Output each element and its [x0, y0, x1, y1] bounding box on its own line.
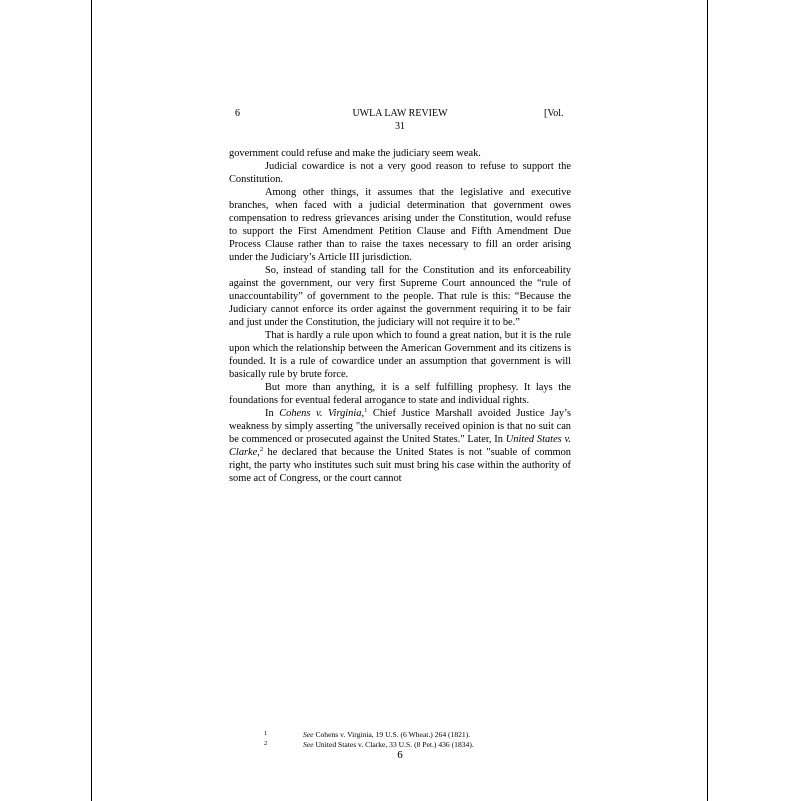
header-volume-number: 6 — [235, 108, 240, 119]
paragraph — [229, 407, 571, 485]
citation-signal: See — [303, 740, 314, 749]
paragraph: But more than anything, it is a self fulfilling prophesy. It lays the foundations for eventual federal arrogance to state and individual rights. — [229, 382, 571, 406]
paragraph-text: he declared that because the United States is not "suable of common right, the party who institutes such suit must bring his case within the authority of some act of Congress, or the court cannot — [229, 447, 571, 484]
footnote-reference[interactable]: 1 — [364, 407, 368, 414]
footnote-text — [303, 730, 470, 740]
article-body — [229, 147, 571, 485]
case-name: Cohens v. Virginia — [279, 408, 362, 419]
footnote-number: 1 — [264, 730, 268, 737]
footnotes — [229, 730, 571, 750]
footnote-reference[interactable]: 2 — [259, 446, 264, 453]
paragraph: Judicial cowardice is not a very good reason to refuse to support the Constitution. — [229, 161, 571, 185]
paragraph-text: , — [361, 408, 365, 419]
running-header — [229, 108, 571, 136]
citation: United States v. Clarke, 33 U.S. (8 Pet.) 436 (1834). — [313, 740, 474, 749]
footnote — [229, 730, 571, 740]
case-name: United States v. Clarke — [229, 434, 571, 458]
paragraph-text: , — [257, 447, 260, 458]
paragraph-text: Chief Justice Marshall avoided Justice Jay’s weakness by simply asserting "the universally received opinion is that no suit can be commenced or prosecuted against the United States." Later, In — [229, 408, 571, 445]
header-volume-continued: 31 — [395, 121, 405, 132]
paragraph: government could refuse and make the judiciary seem weak. — [229, 148, 481, 159]
citation-signal: See — [303, 730, 314, 739]
header-volume-label: [Vol. — [544, 108, 564, 119]
header-journal-title: UWLA LAW REVIEW — [352, 108, 448, 119]
citation: Cohens v. Virginia, 19 U.S. (6 Wheat.) 264 (1821). — [313, 730, 471, 739]
paragraph: So, instead of standing tall for the Constitution and its enforceability against the government, our very first Supreme Court announced the “rule of unaccountability” of government to the people. That rule is this: “Because the Judiciary cannot enforce its order against the government requiring it to be fair and just under the Constitution, the judiciary will not require it to be.” — [229, 265, 571, 328]
paragraph: Among other things, it assumes that the legislative and executive branches, when faced with a judicial determination that government owes compensation to redress grievances arising under the Constitution, would refuse to support the First Amendment Petition Clause and Fifth Amendment Due Process Clause rather than to raise the taxes necessary to fill an order arising under the Judiciary’s Article III jurisdiction. — [229, 187, 571, 263]
footnote-number: 2 — [264, 740, 268, 747]
page-number: 6 — [397, 749, 403, 761]
paragraph-text: In — [265, 408, 280, 419]
paragraph: That is hardly a rule upon which to found a great nation, but it is the rule upon which the relationship between the American Government and its citizens is founded. It is a rule of cowardice under an assumption that government is will basically rule by brute force. — [229, 330, 571, 380]
